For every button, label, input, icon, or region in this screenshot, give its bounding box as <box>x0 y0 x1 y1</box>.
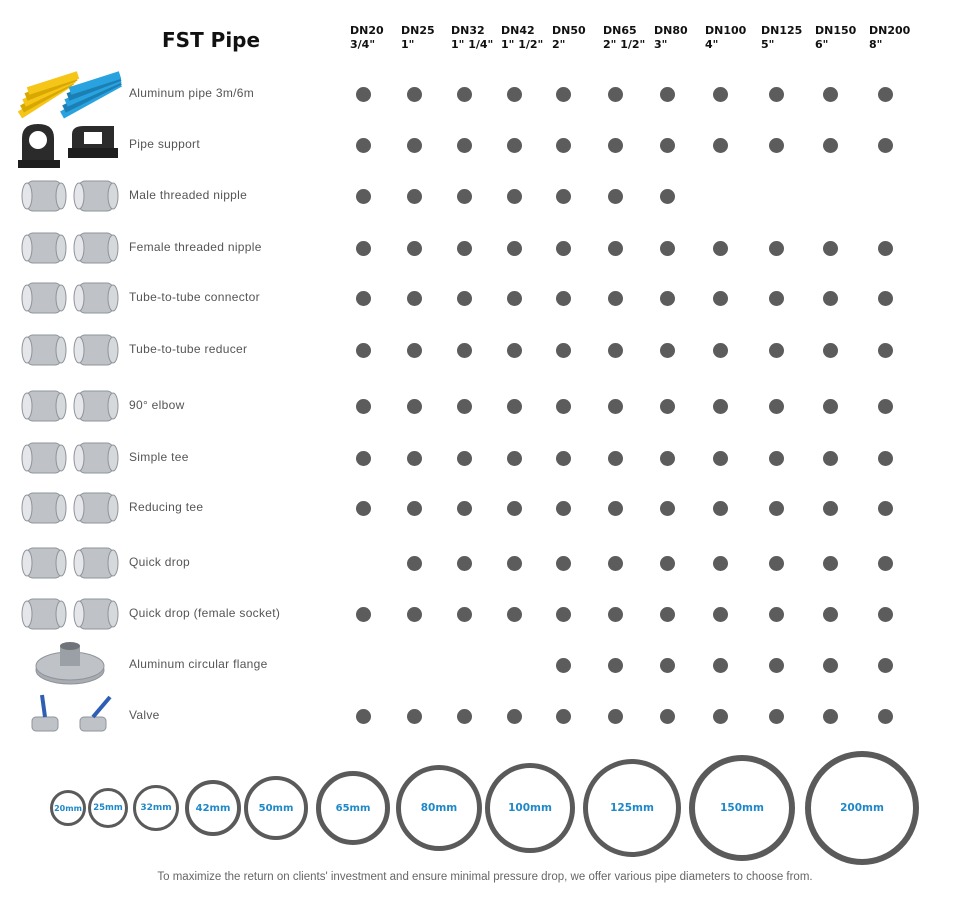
availability-dot <box>769 607 784 622</box>
column-dn: DN200 <box>869 24 911 37</box>
availability-dot <box>507 189 522 204</box>
column-header-dn32 <box>451 24 493 52</box>
diameter-ring-42mm <box>185 780 241 836</box>
reducing-tee-icon <box>18 483 122 533</box>
availability-dot <box>878 658 893 673</box>
availability-dot <box>407 451 422 466</box>
availability-dot <box>713 658 728 673</box>
diameter-label: 50mm <box>258 802 294 814</box>
availability-dot <box>769 241 784 256</box>
diameter-label: 32mm <box>140 803 172 813</box>
availability-dot <box>608 658 623 673</box>
availability-dot <box>823 451 838 466</box>
row-label: Tube-to-tube reducer <box>129 342 248 356</box>
diameter-ring-80mm <box>396 765 482 851</box>
availability-dot <box>407 241 422 256</box>
column-inch: 3" <box>654 38 668 51</box>
availability-dot <box>660 709 675 724</box>
availability-dot <box>823 87 838 102</box>
availability-dot <box>823 241 838 256</box>
column-header-dn65 <box>603 24 645 52</box>
tube-connector-icon <box>18 273 122 323</box>
availability-dot <box>356 501 371 516</box>
availability-dot <box>407 87 422 102</box>
availability-dot <box>556 607 571 622</box>
availability-dot <box>878 87 893 102</box>
row-label: 90° elbow <box>129 398 185 412</box>
column-inch: 5" <box>761 38 775 51</box>
column-inch: 1" 1/4" <box>451 38 494 51</box>
row-label: Female threaded nipple <box>129 240 262 254</box>
availability-dot <box>457 709 472 724</box>
availability-dot <box>878 607 893 622</box>
aluminum-pipe-icon <box>18 69 122 119</box>
availability-dot <box>556 709 571 724</box>
row-label: Quick drop <box>129 555 191 569</box>
availability-dot <box>457 241 472 256</box>
availability-dot <box>823 399 838 414</box>
availability-dot <box>823 501 838 516</box>
availability-dot <box>407 607 422 622</box>
diameter-ring-50mm <box>244 776 308 840</box>
diameter-label: 20mm <box>54 803 82 813</box>
availability-dot <box>713 241 728 256</box>
availability-dot <box>457 607 472 622</box>
availability-dot <box>457 138 472 153</box>
availability-dot <box>660 241 675 256</box>
availability-dot <box>823 658 838 673</box>
availability-dot <box>608 241 623 256</box>
availability-dot <box>769 343 784 358</box>
row-label: Reducing tee <box>129 500 204 514</box>
availability-dot <box>713 501 728 516</box>
availability-dot <box>356 343 371 358</box>
diameter-ring-20mm <box>50 790 86 826</box>
availability-dot <box>660 138 675 153</box>
availability-dot <box>660 658 675 673</box>
availability-dot <box>556 87 571 102</box>
row-label: Tube-to-tube connector <box>129 290 260 304</box>
availability-dot <box>507 291 522 306</box>
availability-dot <box>356 709 371 724</box>
diameter-ring-100mm <box>485 763 575 853</box>
availability-dot <box>608 399 623 414</box>
availability-dot <box>457 343 472 358</box>
availability-dot <box>713 87 728 102</box>
diameter-label: 42mm <box>195 802 231 814</box>
availability-dot <box>356 241 371 256</box>
diameter-ring-150mm <box>689 755 795 861</box>
availability-dot <box>556 501 571 516</box>
diameter-label: 125mm <box>610 802 654 814</box>
footnote: To maximize the return on clients' investment and ensure minimal pressure drop, we offer various pipe diameters to choose from. <box>157 871 813 883</box>
diameter-ring-200mm <box>805 751 919 865</box>
availability-dot <box>356 138 371 153</box>
availability-dot <box>556 291 571 306</box>
quick-drop-icon <box>18 538 122 588</box>
availability-dot <box>660 607 675 622</box>
availability-dot <box>556 556 571 571</box>
availability-dot <box>769 87 784 102</box>
availability-dot <box>356 451 371 466</box>
column-header-dn50 <box>552 24 586 52</box>
availability-dot <box>356 399 371 414</box>
male-nipple-icon <box>18 171 122 221</box>
availability-dot <box>769 399 784 414</box>
availability-dot <box>769 658 784 673</box>
availability-dot <box>713 556 728 571</box>
column-header-dn100 <box>705 24 746 52</box>
row-label: Pipe support <box>129 137 200 151</box>
quick-drop-female-icon <box>18 589 122 639</box>
column-dn: DN20 <box>350 24 384 37</box>
column-dn: DN80 <box>654 24 688 37</box>
availability-dot <box>507 451 522 466</box>
availability-dot <box>769 501 784 516</box>
availability-dot <box>407 343 422 358</box>
availability-dot <box>608 709 623 724</box>
column-dn: DN42 <box>501 24 535 37</box>
diameter-ring-32mm <box>133 785 179 831</box>
availability-dot <box>823 291 838 306</box>
column-dn: DN100 <box>705 24 747 37</box>
availability-dot <box>457 87 472 102</box>
availability-dot <box>660 556 675 571</box>
availability-dot <box>507 709 522 724</box>
availability-dot <box>457 189 472 204</box>
column-inch: 2" <box>552 38 566 51</box>
availability-dot <box>507 138 522 153</box>
availability-dot <box>713 709 728 724</box>
page-title: FST Pipe <box>162 28 261 52</box>
availability-dot <box>713 343 728 358</box>
availability-dot <box>608 87 623 102</box>
diameter-label: 25mm <box>93 803 123 813</box>
column-header-dn125 <box>761 24 802 52</box>
availability-dot <box>356 291 371 306</box>
availability-dot <box>660 87 675 102</box>
availability-dot <box>407 399 422 414</box>
availability-dot <box>713 291 728 306</box>
simple-tee-icon <box>18 433 122 483</box>
column-dn: DN32 <box>451 24 485 37</box>
availability-dot <box>407 138 422 153</box>
availability-dot <box>457 451 472 466</box>
availability-dot <box>823 138 838 153</box>
availability-dot <box>608 291 623 306</box>
availability-dot <box>769 556 784 571</box>
availability-dot <box>878 343 893 358</box>
availability-dot <box>878 241 893 256</box>
availability-dot <box>769 138 784 153</box>
column-dn: DN150 <box>815 24 857 37</box>
column-header-dn20 <box>350 24 384 52</box>
availability-dot <box>660 399 675 414</box>
diameter-ring-125mm <box>583 759 681 857</box>
availability-dot <box>823 709 838 724</box>
availability-dot <box>507 607 522 622</box>
row-label: Aluminum circular flange <box>129 657 268 671</box>
availability-dot <box>356 87 371 102</box>
column-header-dn200 <box>869 24 910 52</box>
availability-dot <box>407 709 422 724</box>
elbow-icon <box>18 381 122 431</box>
valve-icon <box>18 691 122 741</box>
availability-dot <box>608 451 623 466</box>
availability-dot <box>556 658 571 673</box>
column-header-dn150 <box>815 24 856 52</box>
availability-dot <box>457 291 472 306</box>
column-inch: 1" 1/2" <box>501 38 544 51</box>
availability-dot <box>507 501 522 516</box>
availability-dot <box>407 556 422 571</box>
availability-dot <box>457 399 472 414</box>
availability-dot <box>556 241 571 256</box>
diameter-label: 80mm <box>420 802 458 814</box>
flange-icon <box>18 640 122 690</box>
availability-dot <box>608 607 623 622</box>
row-label: Aluminum pipe 3m/6m <box>129 86 255 100</box>
availability-dot <box>878 501 893 516</box>
availability-dot <box>823 607 838 622</box>
availability-dot <box>823 556 838 571</box>
availability-dot <box>878 556 893 571</box>
column-dn: DN25 <box>401 24 435 37</box>
column-header-dn42 <box>501 24 543 52</box>
diameter-label: 200mm <box>840 802 884 814</box>
row-label: Quick drop (female socket) <box>129 606 281 620</box>
diameter-label: 100mm <box>508 802 552 814</box>
availability-dot <box>608 556 623 571</box>
availability-dot <box>507 241 522 256</box>
availability-dot <box>769 451 784 466</box>
availability-dot <box>457 501 472 516</box>
tube-reducer-icon <box>18 325 122 375</box>
availability-dot <box>457 556 472 571</box>
availability-dot <box>556 189 571 204</box>
availability-dot <box>507 556 522 571</box>
column-dn: DN50 <box>552 24 586 37</box>
availability-dot <box>713 451 728 466</box>
availability-dot <box>608 138 623 153</box>
pipe-support-icon <box>18 120 122 170</box>
availability-dot <box>407 189 422 204</box>
availability-dot <box>556 138 571 153</box>
availability-dot <box>660 451 675 466</box>
column-inch: 8" <box>869 38 883 51</box>
availability-dot <box>878 709 893 724</box>
availability-dot <box>878 451 893 466</box>
availability-dot <box>713 399 728 414</box>
availability-dot <box>608 189 623 204</box>
column-dn: DN125 <box>761 24 803 37</box>
column-dn: DN65 <box>603 24 637 37</box>
female-nipple-icon <box>18 223 122 273</box>
column-inch: 6" <box>815 38 829 51</box>
availability-dot <box>878 291 893 306</box>
column-inch: 1" <box>401 38 415 51</box>
availability-dot <box>356 607 371 622</box>
availability-dot <box>878 399 893 414</box>
availability-dot <box>407 291 422 306</box>
availability-dot <box>713 607 728 622</box>
column-header-dn80 <box>654 24 688 52</box>
row-label: Valve <box>129 708 160 722</box>
availability-dot <box>507 399 522 414</box>
availability-dot <box>660 343 675 358</box>
column-inch: 3/4" <box>350 38 376 51</box>
availability-dot <box>878 138 893 153</box>
availability-dot <box>823 343 838 358</box>
diameter-ring-65mm <box>316 771 390 845</box>
availability-dot <box>660 291 675 306</box>
availability-dot <box>407 501 422 516</box>
availability-dot <box>769 709 784 724</box>
availability-dot <box>507 87 522 102</box>
availability-dot <box>660 501 675 516</box>
availability-dot <box>608 343 623 358</box>
column-inch: 4" <box>705 38 719 51</box>
availability-dot <box>769 291 784 306</box>
diameter-label: 150mm <box>720 802 764 814</box>
availability-dot <box>660 189 675 204</box>
availability-dot <box>713 138 728 153</box>
availability-dot <box>356 189 371 204</box>
row-label: Simple tee <box>129 450 189 464</box>
availability-dot <box>556 451 571 466</box>
row-label: Male threaded nipple <box>129 188 248 202</box>
availability-dot <box>608 501 623 516</box>
column-inch: 2" 1/2" <box>603 38 646 51</box>
column-header-dn25 <box>401 24 435 52</box>
availability-dot <box>556 343 571 358</box>
diameter-label: 65mm <box>335 802 371 814</box>
diameter-ring-25mm <box>88 788 128 828</box>
availability-dot <box>556 399 571 414</box>
availability-dot <box>507 343 522 358</box>
